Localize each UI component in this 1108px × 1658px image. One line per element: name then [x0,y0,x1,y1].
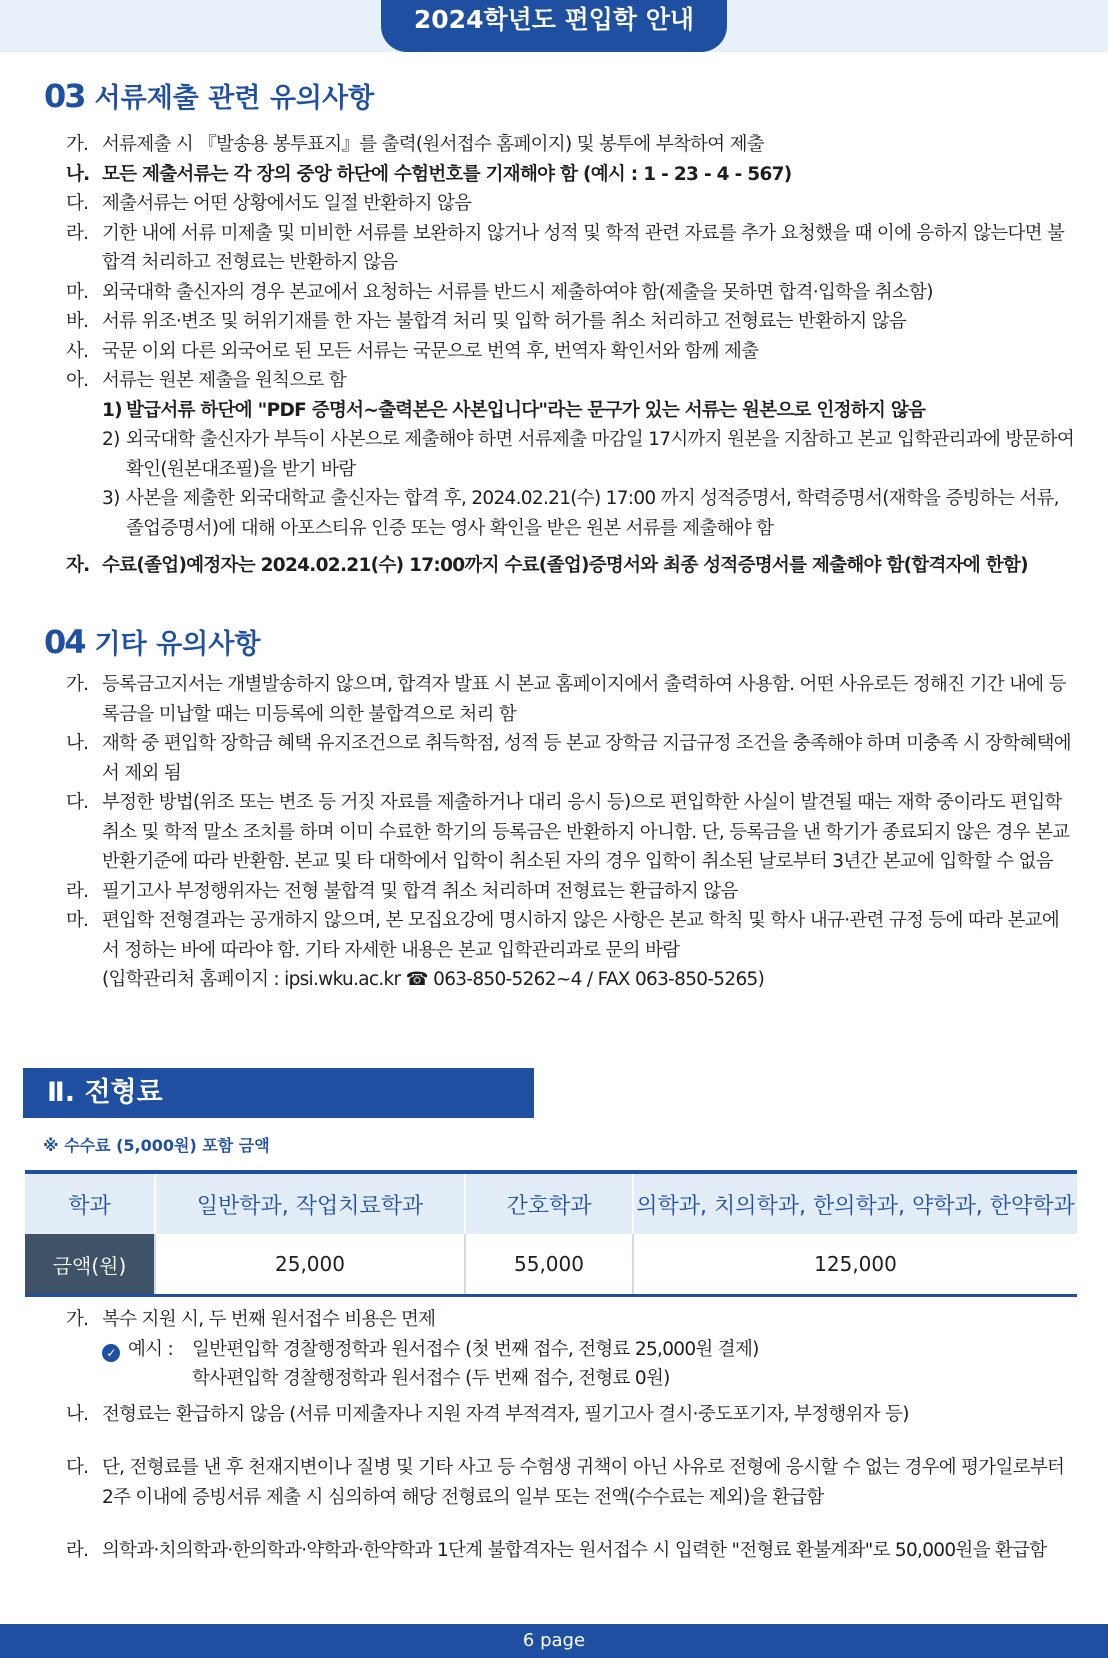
fee-table [25,1170,1077,1297]
fee-note: ※ 수수료 (5,000원) 포함 금액 [43,1136,270,1155]
section-03-heading [44,76,374,115]
list-item: 사. 국문 이외 다른 외국어로 된 모든 서류는 국문으로 번역 후, 번역자 확인서와 함께 제출 [66,340,759,362]
section-03-list [66,130,1076,581]
list-item: 나. 모든 제출서류는 각 장의 중앙 하단에 수험번호를 기재해야 함 (예시 : 1 - 23 - 4 - 567) [66,163,792,185]
list-item: 다. 제출서류는 어떤 상황에서도 일절 반환하지 않음 [66,193,472,214]
section-title: 기타 유의사항 [94,629,261,660]
row-header: 금액(원) [25,1234,155,1296]
list-item: 나. 전형료는 환급하지 않음 (서류 미제출자나 지원 자격 부적격자, 필기고사 결시·중도포기자, 부정행위자 등) [66,1403,909,1425]
list-item: 자. 수료(졸업)예정자는 2024.02.21(수) 17:00까지 수료(졸업)증명서와 최종 성적증명서를 제출해야 함(합격자에 한함) [66,555,1028,576]
section-number: 04 [44,623,85,661]
list-item: 가. 복수 지원 시, 두 번째 원서접수 비용은 면제 [66,1309,436,1330]
document-title: 2024학년도 편입학 안내 [381,0,727,52]
table-cell: 125,000 [633,1234,1077,1296]
example-block: ✓ 예시 : 일반편입학 경찰행정학과 원서접수 (첫 번째 접수, 전형료 25,000원 결제) 학사편입학 경찰행정학과 원서접수 (두 번째 접수, 전형료 0원) [66,1335,1076,1394]
column-header: 의학과, 치의학과, 한의학과, 약학과, 한약학과 [633,1172,1077,1234]
list-item: 다. 단, 전형료를 낸 후 천재지변이나 질병 및 기타 사고 등 수험생 귀책이 아닌 사유로 전형에 응시할 수 없는 경우에 평가일로부터 2주 이내에 증빙서류 제출 시 심의하여 해당 전형료의 일부 또는 전액(수수료는 제외)을 환급함 [66,1457,1065,1508]
sub-item: 3) 사본을 제출한 외국대학교 출신자는 합격 후, 2024.02.21(수) 17:00 까지 성적증명서, 학력증명서(재학을 증빙하는 서류, 졸업증명서)에 대해 아포스티유 인증 또는 영사 확인을 받은 원본 서류를 제출해야 함 [102,488,1059,539]
list-item: 가. 등록금고지서는 개별발송하지 않으며, 합격자 발표 시 본교 홈페이지에서 출력하여 사용함. 어떤 사유로든 정해진 기간 내에 등록금을 미납할 때는 미등록에 의한 불합격으로 처리 함 [66,674,1066,725]
list-item: 라. 기한 내에 서류 미제출 및 미비한 서류를 보완하지 않거나 성적 및 학적 관련 자료를 추가 요청했을 때 이에 응하지 않는다면 불합격 처리하고 전형료는 반환하지 않음 [66,222,1065,273]
table-cell: 55,000 [465,1234,633,1296]
list-item: 아. 서류는 원본 제출을 원칙으로 함 [66,370,346,391]
list-item: 다. 부정한 방법(위조 또는 변조 등 거짓 자료를 제출하거나 대리 응시 등)으로 편입학한 사실이 발견될 때는 재학 중이라도 편입학 취소 및 학적 말소 조치를 하며 이미 수료한 학기의 등록금은 반환하지 아니함. 단, 등록금을 낸 학기가 종료되지 않은 경우 본교 반환기준에 따라 반환함. 본교 및 타 대학에서 입학이 취소된 자의 경우 입학이 취소된 날로부터 3년간 본교에 입학할 수 없음 [66,792,1070,872]
example-line: 학사편입학 경찰행정학과 원서접수 (두 번째 접수, 전형료 0원) [192,1368,670,1389]
list-item: 마. 외국대학 출신자의 경우 본교에서 요청하는 서류를 반드시 제출하여야 함(제출을 못하면 합격·입학을 취소함) [66,281,933,303]
table-header-row [25,1172,1077,1234]
check-icon: ✓ [102,1344,120,1362]
list-item: 바. 서류 위조·변조 및 허위기재를 한 자는 불합격 처리 및 입학 허가를 취소 처리하고 전형료는 반환하지 않음 [66,311,907,332]
table-cell: 25,000 [155,1234,465,1296]
list-item: 가. 서류제출 시 『발송용 봉투표지』를 출력(원서접수 홈페이지) 및 봉투에 부착하여 제출 [66,134,764,155]
section-number: 03 [44,77,85,115]
list-item: 나. 재학 중 편입학 장학금 혜택 유지조건으로 취득학점, 성적 등 본교 장학금 지급규정 조건을 충족해야 하며 미충족 시 장학혜택에서 제외 됨 [66,733,1071,784]
page-number: 6 page [0,1624,1108,1658]
fee-section-banner: Ⅱ. 전형료 [23,1068,534,1118]
section-title: 서류제출 관련 유의사항 [94,83,375,114]
list-item: 라. 필기고사 부정행위자는 전형 불합격 및 합격 취소 처리하며 전형료는 환급하지 않음 [66,880,738,902]
column-header: 일반학과, 작업치료학과 [155,1172,465,1234]
sub-item: 2) 외국대학 출신자가 부득이 사본으로 제출해야 하면 서류제출 마감일 17시까지 원본을 지참하고 본교 입학관리과에 방문하여 확인(원본대조필)을 받기 바람 [102,429,1075,480]
list-item: 마. 편입학 전형결과는 공개하지 않으며, 본 모집요강에 명시하지 않은 사항은 본교 학칙 및 학사 내규·관련 규정 등에 따라 본교에서 정하는 바에 따라야 함. 기타 자세한 내용은 본교 입학관리과로 문의 바람 [66,910,1059,961]
column-header: 학과 [25,1172,155,1234]
section-04-heading [44,622,260,661]
sub-item: 1) 발급서류 하단에 "PDF 증명서~출력본은 사본입니다"라는 문구가 있는 서류는 원본으로 인정하지 않음 [102,399,926,421]
table-row [25,1234,1077,1296]
section-04-list [66,670,1076,995]
column-header: 간호학과 [465,1172,633,1234]
list-item: 라. 의학과·치의학과·한의학과·약학과·한약학과 1단계 불합격자는 원서접수 시 입력한 "전형료 환불계좌"로 50,000원을 환급함 [66,1540,1047,1561]
contact-line: (입학관리처 홈페이지 : ipsi.wku.ac.kr ☎ 063-850-5262~4 / FAX 063-850-5265) [102,969,765,990]
example-line: 일반편입학 경찰행정학과 원서접수 (첫 번째 접수, 전형료 25,000원 결제) [192,1338,759,1360]
fee-notes-list [66,1305,1076,1566]
